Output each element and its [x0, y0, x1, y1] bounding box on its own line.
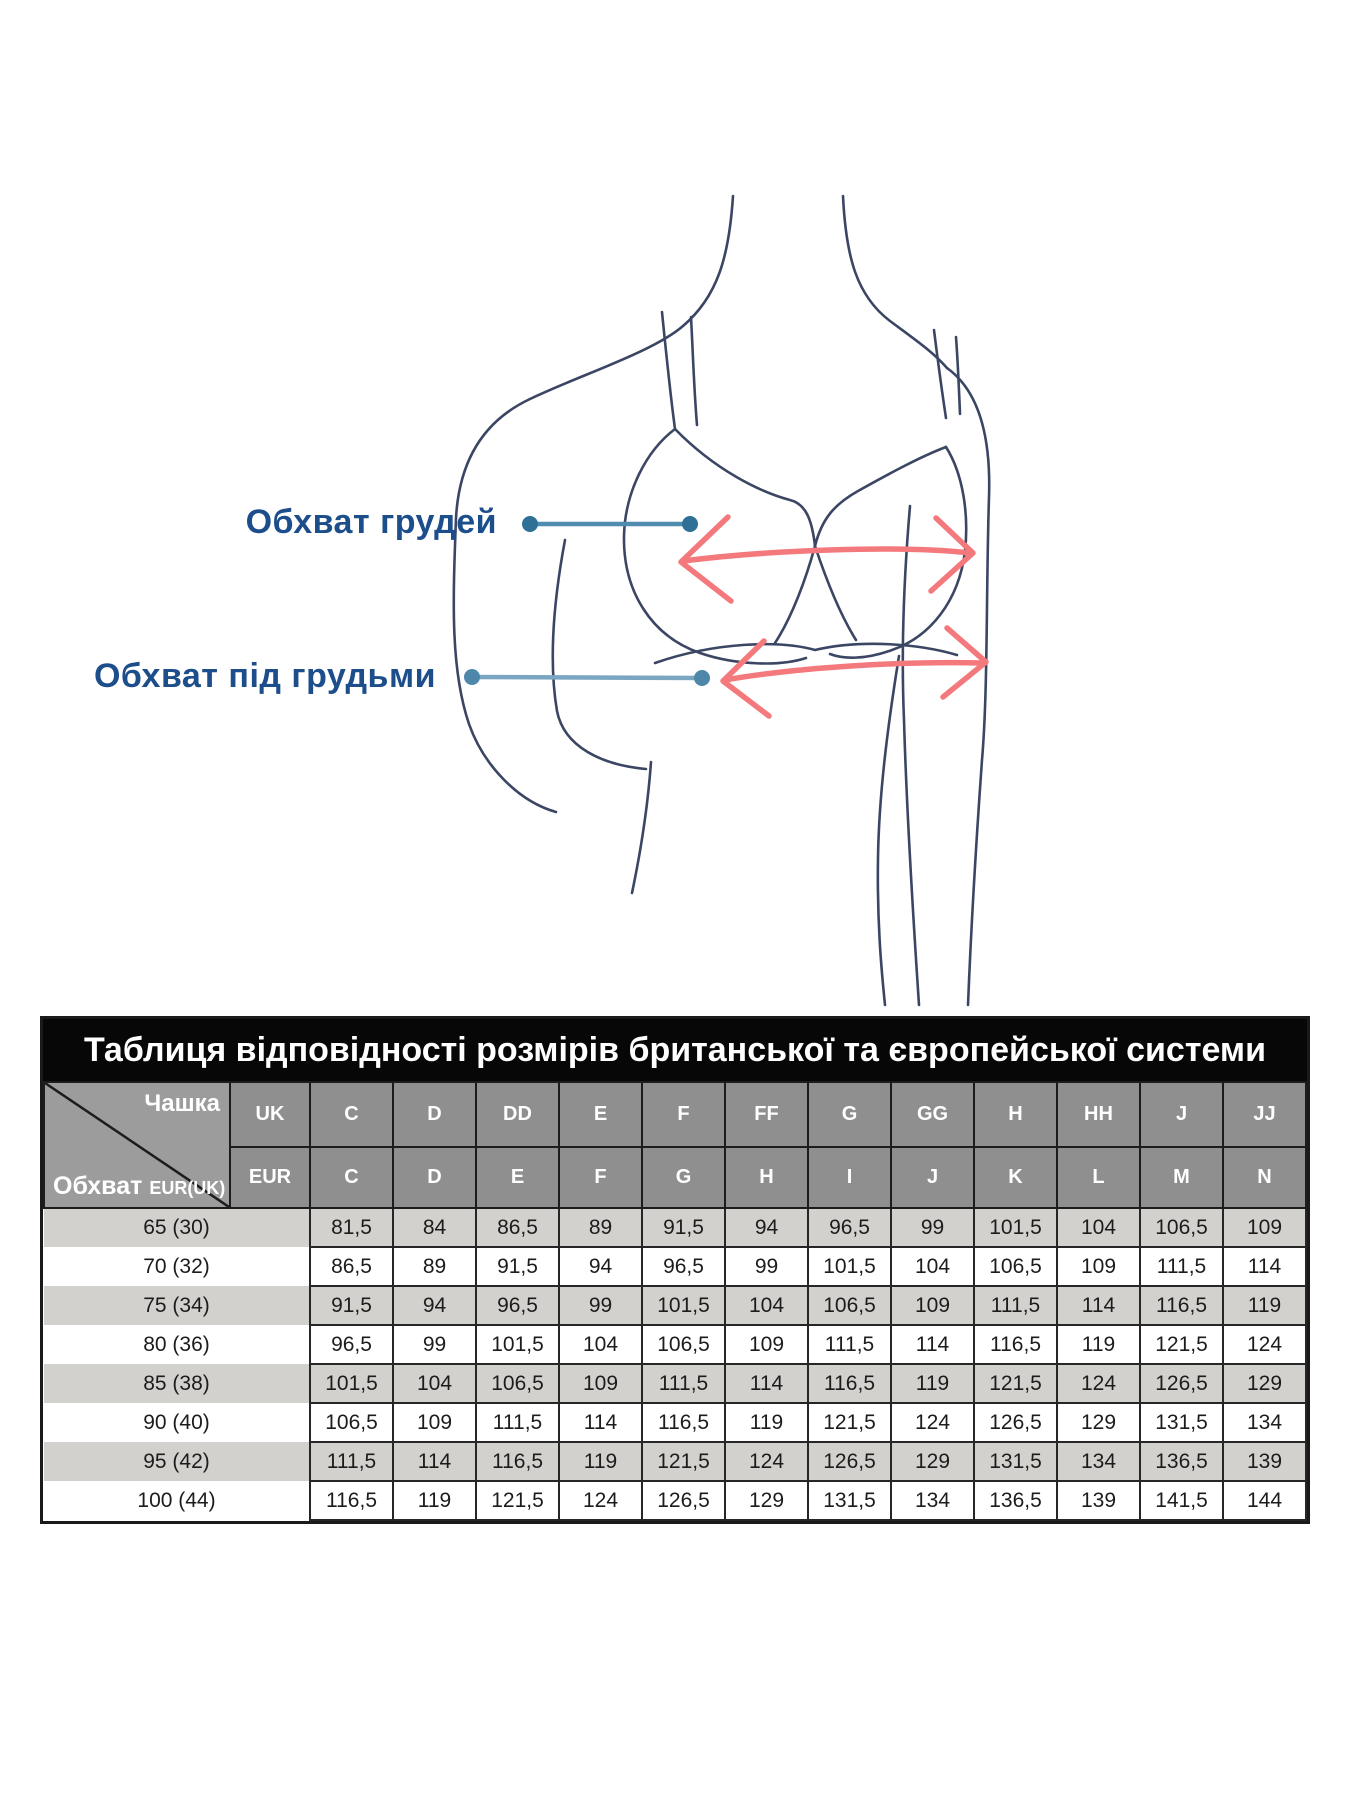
measurement-cell: 124: [1223, 1325, 1306, 1364]
measurement-cell: 101,5: [808, 1247, 891, 1286]
measurement-cell: 114: [891, 1325, 974, 1364]
measurement-cell: 124: [1057, 1364, 1140, 1403]
underbust-connector-dot-right: [694, 670, 710, 686]
measurement-cell: 111,5: [642, 1364, 725, 1403]
measurement-cell: 134: [891, 1481, 974, 1520]
measurement-cell: 119: [891, 1364, 974, 1403]
cup-header-eur-K: K: [974, 1147, 1057, 1208]
measurement-cell: 136,5: [1140, 1442, 1223, 1481]
measurement-cell: 106,5: [310, 1403, 393, 1442]
measurement-cell: 101,5: [476, 1325, 559, 1364]
measurement-cell: 119: [1057, 1325, 1140, 1364]
measurement-cell: 119: [559, 1442, 642, 1481]
measurement-cell: 126,5: [808, 1442, 891, 1481]
table-row: [44, 1364, 1306, 1403]
cup-header-eur-F: F: [559, 1147, 642, 1208]
measurement-cell: 106,5: [476, 1364, 559, 1403]
measurement-cell: 89: [559, 1208, 642, 1247]
measurement-cell: 84: [393, 1208, 476, 1247]
measurement-cell: 111,5: [974, 1286, 1057, 1325]
measurement-cell: 144: [1223, 1481, 1306, 1520]
measurement-cell: 94: [393, 1286, 476, 1325]
measurement-cell: 101,5: [974, 1208, 1057, 1247]
band-size-label: 70 (32): [44, 1247, 310, 1286]
measurement-cell: 91,5: [476, 1247, 559, 1286]
measurement-cell: 99: [891, 1208, 974, 1247]
cup-header-uk-F: F: [642, 1082, 725, 1147]
measurement-cell: 109: [559, 1364, 642, 1403]
cup-header-uk-JJ: JJ: [1223, 1082, 1306, 1147]
measurement-cell: 116,5: [310, 1481, 393, 1520]
measurement-cell: 129: [1057, 1403, 1140, 1442]
measurement-cell: 96,5: [476, 1286, 559, 1325]
cup-header-eur-N: N: [1223, 1147, 1306, 1208]
measurement-cell: 139: [1223, 1442, 1306, 1481]
bust-connector: [522, 516, 698, 532]
measurement-cell: 129: [1223, 1364, 1306, 1403]
measurement-cell: 134: [1057, 1442, 1140, 1481]
measurement-cell: 101,5: [642, 1286, 725, 1325]
underbust-label: Обхват під грудьми: [93, 657, 436, 695]
size-table-title: Таблиця відповідності розмірів британської та європейської системи: [43, 1019, 1307, 1081]
underbust-connector-dot-left: [464, 669, 480, 685]
measurement-cell: 141,5: [1140, 1481, 1223, 1520]
measurement-cell: 131,5: [974, 1442, 1057, 1481]
measurement-cell: 124: [725, 1442, 808, 1481]
band-size-label: 85 (38): [44, 1364, 310, 1403]
table-row: [44, 1247, 1306, 1286]
measurement-cell: 121,5: [1140, 1325, 1223, 1364]
measurement-cell: 114: [559, 1403, 642, 1442]
cup-header-eur-I: I: [808, 1147, 891, 1208]
table-row: [44, 1403, 1306, 1442]
measurement-cell: 124: [559, 1481, 642, 1520]
underbust-arrow: [723, 628, 986, 716]
measurement-cell: 124: [891, 1403, 974, 1442]
measurement-cell: 114: [1223, 1247, 1306, 1286]
measurement-cell: 121,5: [642, 1442, 725, 1481]
measurement-cell: 106,5: [1140, 1208, 1223, 1247]
measurement-cell: 89: [393, 1247, 476, 1286]
measurement-cell: 119: [725, 1403, 808, 1442]
band-size-label: 80 (36): [44, 1325, 310, 1364]
band-size-label: 95 (42): [44, 1442, 310, 1481]
size-table-body: [44, 1208, 1306, 1520]
measurement-cell: 116,5: [808, 1364, 891, 1403]
measurement-cell: 111,5: [476, 1403, 559, 1442]
measurement-cell: 131,5: [808, 1481, 891, 1520]
measurement-cell: 121,5: [974, 1364, 1057, 1403]
table-row: [44, 1481, 1306, 1520]
measurement-cell: 116,5: [476, 1442, 559, 1481]
underbust-connector-line: [470, 677, 704, 678]
measurement-cell: 96,5: [808, 1208, 891, 1247]
measurement-cell: 109: [725, 1325, 808, 1364]
cup-header-uk-G: G: [808, 1082, 891, 1147]
measurement-cell: 109: [891, 1286, 974, 1325]
measurement-cell: 94: [725, 1208, 808, 1247]
measurement-cell: 126,5: [974, 1403, 1057, 1442]
measurement-cell: 129: [725, 1481, 808, 1520]
measurement-cell: 104: [559, 1325, 642, 1364]
measurement-cell: 94: [559, 1247, 642, 1286]
corner-cell: [44, 1082, 230, 1208]
corner-girth-label: [53, 1172, 225, 1201]
measurement-cell: 119: [393, 1481, 476, 1520]
band-size-label: 90 (40): [44, 1403, 310, 1442]
measurement-cell: 129: [891, 1442, 974, 1481]
measurement-cell: 81,5: [310, 1208, 393, 1247]
measurement-cell: 121,5: [808, 1403, 891, 1442]
underbust-connector: [464, 669, 710, 686]
measurement-cell: 114: [1057, 1286, 1140, 1325]
cup-row-eur: [44, 1147, 1306, 1208]
corner-girth-main: Обхват: [53, 1172, 143, 1200]
measurement-cell: 106,5: [642, 1325, 725, 1364]
table-row: [44, 1325, 1306, 1364]
measurement-cell: 109: [1223, 1208, 1306, 1247]
cup-header-eur-M: M: [1140, 1147, 1223, 1208]
measurement-cell: 116,5: [974, 1325, 1057, 1364]
measurement-cell: 114: [393, 1442, 476, 1481]
table-row: [44, 1286, 1306, 1325]
measurement-cell: 106,5: [808, 1286, 891, 1325]
cup-header-uk-E: E: [559, 1082, 642, 1147]
measurement-cell: 116,5: [642, 1403, 725, 1442]
band-size-label: 65 (30): [44, 1208, 310, 1247]
bust-arrow: [681, 517, 973, 601]
measurement-cell: 109: [1057, 1247, 1140, 1286]
measurement-cell: 116,5: [1140, 1286, 1223, 1325]
bra-outline: [624, 312, 966, 663]
measurement-cell: 96,5: [310, 1325, 393, 1364]
cup-header-uk-H: H: [974, 1082, 1057, 1147]
measurement-cell: 99: [393, 1325, 476, 1364]
measurement-cell: 96,5: [642, 1247, 725, 1286]
measurement-cell: 86,5: [476, 1208, 559, 1247]
measurement-cell: 136,5: [974, 1481, 1057, 1520]
cup-header-uk-HH: HH: [1057, 1082, 1140, 1147]
band-size-label: 75 (34): [44, 1286, 310, 1325]
measurement-cell: 101,5: [310, 1364, 393, 1403]
measurement-cell: 104: [725, 1286, 808, 1325]
cup-header-eur-G: G: [642, 1147, 725, 1208]
table-row: [44, 1442, 1306, 1481]
cup-header-uk-FF: FF: [725, 1082, 808, 1147]
cup-header-uk-GG: GG: [891, 1082, 974, 1147]
measurement-cell: 119: [1223, 1286, 1306, 1325]
table-row: [44, 1208, 1306, 1247]
size-table-head: [44, 1082, 1306, 1208]
size-table-section: [40, 1016, 1310, 1524]
cup-header-eur-C: C: [310, 1147, 393, 1208]
size-conversion-table: [43, 1081, 1307, 1521]
measurement-cell: 139: [1057, 1481, 1140, 1520]
measurement-cell: 109: [393, 1403, 476, 1442]
bust-connector-dot-right: [682, 516, 698, 532]
torso-outline: [454, 196, 989, 1005]
measurement-cell: 114: [725, 1364, 808, 1403]
corner-girth-sub: EUR(UK): [149, 1178, 226, 1198]
bust-label: Обхват грудей: [245, 503, 497, 541]
cup-row-uk: [44, 1082, 1306, 1147]
measurement-cell: 104: [1057, 1208, 1140, 1247]
measurement-cell: 134: [1223, 1403, 1306, 1442]
measurement-cell: 126,5: [1140, 1364, 1223, 1403]
cup-header-uk-D: D: [393, 1082, 476, 1147]
measurement-cell: 91,5: [310, 1286, 393, 1325]
cup-header-uk-J: J: [1140, 1082, 1223, 1147]
cup-header-eur-E: E: [476, 1147, 559, 1208]
measurement-cell: 104: [393, 1364, 476, 1403]
measurement-cell: 99: [559, 1286, 642, 1325]
corner-cup-label: Чашка: [144, 1090, 220, 1117]
measurement-cell: 111,5: [310, 1442, 393, 1481]
band-size-label: 100 (44): [44, 1481, 310, 1520]
cup-header-eur-H: H: [725, 1147, 808, 1208]
measurement-cell: 131,5: [1140, 1403, 1223, 1442]
measurement-cell: 111,5: [808, 1325, 891, 1364]
eur-system-label: EUR: [230, 1147, 310, 1208]
measurement-cell: 86,5: [310, 1247, 393, 1286]
measurement-cell: 104: [891, 1247, 974, 1286]
measurement-cell: 91,5: [642, 1208, 725, 1247]
cup-header-eur-D: D: [393, 1147, 476, 1208]
cup-header-uk-C: C: [310, 1082, 393, 1147]
measurement-cell: 111,5: [1140, 1247, 1223, 1286]
uk-system-label: UK: [230, 1082, 310, 1147]
measurement-cell: 121,5: [476, 1481, 559, 1520]
bust-connector-dot-left: [522, 516, 538, 532]
cup-header-eur-L: L: [1057, 1147, 1140, 1208]
cup-header-eur-J: J: [891, 1147, 974, 1208]
cup-header-uk-DD: DD: [476, 1082, 559, 1147]
measurement-cell: 99: [725, 1247, 808, 1286]
measurement-cell: 106,5: [974, 1247, 1057, 1286]
measurement-cell: 126,5: [642, 1481, 725, 1520]
